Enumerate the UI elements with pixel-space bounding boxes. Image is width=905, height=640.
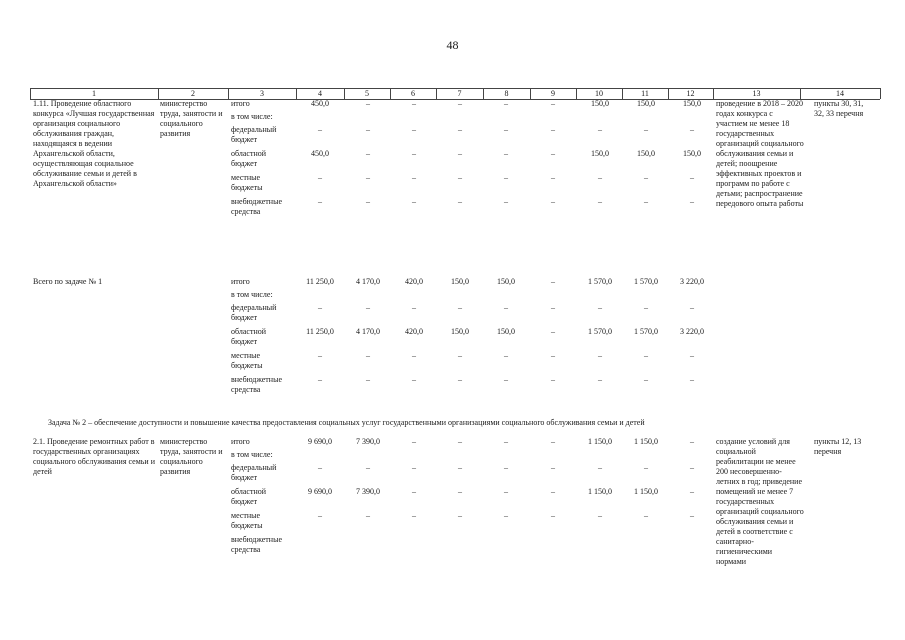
amount-cell: – [504,149,508,158]
header-cell-10: 10 [595,89,603,98]
funding-source-label: областной бюджет [231,327,267,346]
amount-cell: – [412,351,416,360]
amount-cell: – [318,351,322,360]
funding-source-label: внебюджетные средства [231,197,282,216]
amount-cell: 11 250,0 [306,327,334,336]
amount-cell: – [504,511,508,520]
amount-cell: – [504,197,508,206]
amount-cell: – [504,437,508,446]
task-2-heading: Задача № 2 – обеспечение доступности и повышение качества предоставления социальных услуг государственными организациями социального обслуживания семьи и детей [48,418,645,427]
amount-cell: – [644,303,648,312]
amount-cell: – [412,463,416,472]
amount-cell: – [412,511,416,520]
amount-cell: – [551,487,555,496]
indicator-link: пункты 12, 13 перечня [814,437,862,456]
amount-cell: – [458,173,462,182]
funding-source-label: внебюджетные средства [231,535,282,554]
amount-cell: – [412,303,416,312]
amount-cell: – [551,303,555,312]
amount-cell: – [690,375,694,384]
header-cell-5: 5 [365,89,369,98]
amount-cell: – [504,303,508,312]
amount-cell: 7 390,0 [356,487,380,496]
amount-cell: 11 250,0 [306,277,334,286]
header-cell-4: 4 [318,89,322,98]
amount-cell: – [598,303,602,312]
amount-cell: – [412,99,416,108]
amount-cell: 150,0 [451,277,469,286]
amount-cell: – [366,463,370,472]
amount-cell: 150,0 [591,99,609,108]
amount-cell: 1 150,0 [588,487,612,496]
amount-cell: – [366,351,370,360]
amount-cell: – [551,511,555,520]
amount-cell: – [318,511,322,520]
executor: министерство труда, занятости и социального развития [160,437,223,476]
amount-cell: – [504,99,508,108]
amount-cell: – [366,149,370,158]
amount-cell: 1 570,0 [588,277,612,286]
amount-cell: – [412,173,416,182]
funding-source-label: федеральный бюджет [231,463,277,482]
amount-cell: – [366,99,370,108]
funding-source-label: итого [231,99,250,108]
amount-cell: – [366,511,370,520]
amount-cell: – [690,463,694,472]
amount-cell: – [504,173,508,182]
header-cell-7: 7 [457,89,462,98]
header-cell-8: 8 [504,89,509,98]
funding-source-label: областной бюджет [231,149,267,168]
amount-cell: – [551,149,555,158]
header-cell-9: 9 [551,89,555,98]
amount-cell: – [598,511,602,520]
amount-cell: 150,0 [497,277,515,286]
indicator-link: пункты 30, 31, 32, 33 перечня [814,99,864,118]
header-cell-2: 2 [191,89,195,98]
amount-cell: – [598,351,602,360]
header-cell-13: 13 [752,89,761,98]
amount-cell: – [366,303,370,312]
amount-cell: – [551,173,555,182]
amount-cell: 1 570,0 [588,327,612,336]
funding-source-label: в том числе: [231,112,273,121]
amount-cell: 9 690,0 [308,487,332,496]
amount-cell: – [690,437,694,446]
amount-cell: – [366,375,370,384]
amount-cell: 150,0 [637,99,655,108]
amount-cell: – [551,375,555,384]
amount-cell: – [644,197,648,206]
funding-source-label: областной бюджет [231,487,267,506]
amount-cell: – [690,351,694,360]
amount-cell: – [598,125,602,134]
amount-cell: 150,0 [637,149,655,158]
amount-cell: – [690,125,694,134]
amount-cell: 150,0 [683,149,701,158]
amount-cell: – [366,197,370,206]
amount-cell: – [551,197,555,206]
amount-cell: – [458,487,462,496]
amount-cell: – [598,197,602,206]
amount-cell: – [318,375,322,384]
amount-cell: 3 220,0 [680,327,704,336]
amount-cell: – [598,173,602,182]
header-cell-12: 12 [686,89,695,98]
amount-cell: – [504,125,508,134]
funding-source-label: в том числе: [231,450,273,459]
funding-source-label: в том числе: [231,290,273,299]
amount-cell: – [366,173,370,182]
amount-cell: – [690,303,694,312]
funding-source-label: местные бюджеты [231,173,263,192]
amount-cell: – [412,437,416,446]
amount-cell: – [690,197,694,206]
amount-cell: – [551,463,555,472]
amount-cell: – [551,327,555,336]
amount-cell: – [458,125,462,134]
expected-result: проведение в 2018 – 2020 годах конкурса с участием не менее 18 государственных организаций социального обслуживания семьи и детей; поощрение эффективных проектов и программ по работе с детьми; распространение передового опыта работы [716,99,804,208]
amount-cell: – [598,463,602,472]
amount-cell: – [412,197,416,206]
expected-result: создание условий для социальной реабилитации не менее 200 несовершенно-летних в год; приведение помещений не менее 7 государственных организаций социального обслуживания семьи и детей в соответствие с санитарно-гигиеническими нормами [716,437,804,566]
amount-cell: – [598,375,602,384]
amount-cell: – [458,375,462,384]
amount-cell: 450,0 [311,99,329,108]
amount-cell: 1 150,0 [634,487,658,496]
amount-cell: – [458,511,462,520]
measure-name: 1.11. Проведение областного конкурса «Лучшая государственная организация социального обслуживания граждан, находящаяся в ведении Архангельской области, осуществляющая социальное обслуживание семьи и детей в Архангельской области» [33,99,155,188]
amount-cell: – [458,351,462,360]
amount-cell: 150,0 [497,327,515,336]
amount-cell: 7 390,0 [356,437,380,446]
funding-source-label: федеральный бюджет [231,125,277,144]
funding-source-label: федеральный бюджет [231,303,277,322]
amount-cell: – [458,463,462,472]
amount-cell: 450,0 [311,149,329,158]
amount-cell: – [318,303,322,312]
amount-cell: – [644,173,648,182]
amount-cell: – [412,125,416,134]
header-cell-6: 6 [411,89,415,98]
amount-cell: 4 170,0 [356,327,380,336]
funding-source-label: итого [231,277,250,286]
amount-cell: 150,0 [451,327,469,336]
amount-cell: 4 170,0 [356,277,380,286]
header-divider [880,88,881,99]
amount-cell: 420,0 [405,327,423,336]
amount-cell: – [644,463,648,472]
amount-cell: – [551,99,555,108]
header-cell-3: 3 [260,89,264,98]
amount-cell: – [551,277,555,286]
amount-cell: – [458,197,462,206]
amount-cell: – [551,351,555,360]
amount-cell: – [458,303,462,312]
page-number: 48 [446,38,459,52]
amount-cell: – [412,487,416,496]
amount-cell: – [690,487,694,496]
measure-name: Всего по задаче № 1 [33,277,103,286]
amount-cell: – [644,125,648,134]
header-cell-14: 14 [836,89,844,98]
amount-cell: – [504,351,508,360]
amount-cell: 1 570,0 [634,327,658,336]
amount-cell: 150,0 [591,149,609,158]
amount-cell: – [644,375,648,384]
amount-cell: – [318,125,322,134]
amount-cell: – [504,463,508,472]
amount-cell: – [551,437,555,446]
amount-cell: 9 690,0 [308,437,332,446]
funding-source-label: внебюджетные средства [231,375,282,394]
measure-name: 2.1. Проведение ремонтных работ в государственных организациях социального обслуживания семьи и детей [33,437,155,476]
amount-cell: 3 220,0 [680,277,704,286]
amount-cell: 1 150,0 [634,437,658,446]
amount-cell: – [318,173,322,182]
amount-cell: 1 150,0 [588,437,612,446]
amount-cell: – [458,99,462,108]
executor: министерство труда, занятости и социального развития [160,99,223,138]
amount-cell: – [504,375,508,384]
amount-cell: – [504,487,508,496]
amount-cell: – [412,149,416,158]
amount-cell: – [551,125,555,134]
amount-cell: – [690,511,694,520]
amount-cell: – [318,463,322,472]
amount-cell: – [690,173,694,182]
amount-cell: – [318,197,322,206]
amount-cell: – [412,375,416,384]
amount-cell: 1 570,0 [634,277,658,286]
funding-source-label: местные бюджеты [231,511,263,530]
amount-cell: 420,0 [405,277,423,286]
amount-cell: – [644,511,648,520]
amount-cell: – [458,149,462,158]
amount-cell: – [366,125,370,134]
header-cell-1: 1 [92,89,96,98]
amount-cell: 150,0 [683,99,701,108]
amount-cell: – [644,351,648,360]
funding-source-label: итого [231,437,250,446]
funding-source-label: местные бюджеты [231,351,263,370]
header-cell-11: 11 [641,89,649,98]
amount-cell: – [458,437,462,446]
